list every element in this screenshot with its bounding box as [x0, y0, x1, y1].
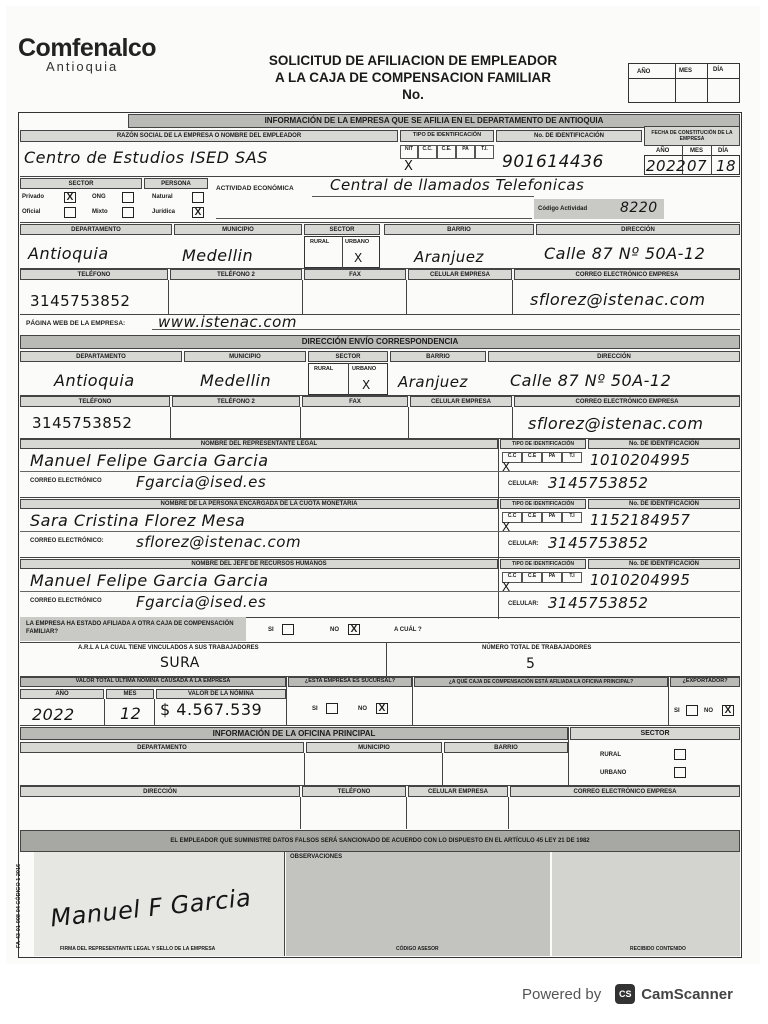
person-cel-value: 3145753852 [548, 474, 649, 492]
person-tipo-pa[interactable]: PA [542, 512, 562, 523]
person-cel-value: 3145753852 [548, 594, 649, 612]
emp-urbano-mark: X [354, 251, 363, 265]
emp-direccion-label: DIRECCIÓN [536, 224, 740, 235]
tipo-id-mark: X [404, 159, 414, 174]
tipo-id-ce[interactable]: C.E. [437, 145, 456, 159]
arl-label: A.R.L A LA CUAL TIENE VINCULADOS A SUS TRABAJADORES [78, 645, 259, 651]
corr-correo-label: CORREO ELECTRÓNICO EMPRESA [514, 396, 740, 407]
powered-by-text: Powered by [522, 985, 602, 1003]
person-tipo-id-label: TIPO DE IDENTIFICACIÓN [500, 559, 586, 569]
person-num-id-label: No. DE IDENTIFICACIÓN [588, 559, 740, 569]
corr-telefono-value: 3145753852 [32, 414, 133, 432]
emp-municipio-label: MUNICIPIO [174, 224, 302, 235]
nomina-anio-value: 2022 [32, 705, 75, 724]
person-email: sflorez@istenac.com [136, 533, 302, 551]
corr-municipio-value: Medellin [200, 371, 272, 390]
person-tipo-cc[interactable]: C.C [502, 572, 522, 583]
form-number-label: No. [402, 87, 424, 102]
emp-urbano-label: URBANO [345, 239, 370, 245]
recibido-label: RECIBIDO CONTENIDO [630, 946, 686, 952]
corr-celular-label: CELULAR EMPRESA [410, 396, 512, 407]
razon-social-label: RAZÓN SOCIAL DE LA EMPRESA O NOMBRE DEL EMPLEADOR [20, 130, 398, 142]
oficina-sector-label: SECTOR [570, 727, 740, 740]
tipo-id-label: TIPO DE IDENTIFICACIÓN [400, 130, 494, 142]
person-tipo-mark: X [502, 580, 511, 594]
nomina-mes-label: MES [106, 689, 154, 699]
person-tipo-mark: X [502, 460, 511, 474]
sector-label: SECTOR [20, 178, 142, 189]
person-tipo-ce[interactable]: C.E [522, 572, 542, 583]
oficina-municipio-label: MUNICIPIO [306, 742, 442, 753]
person-tipo-ce[interactable]: C.E [522, 512, 542, 523]
camscanner-footer [522, 984, 733, 1004]
sucursal-si-checkbox[interactable] [326, 703, 338, 714]
person-num-id-label: No. DE IDENTIFICACIÓN [588, 499, 740, 509]
emp-correo-label: CORREO ELECTRÓNICO EMPRESA [514, 269, 740, 280]
request-date-box [628, 63, 740, 103]
corr-fax-label: FAX [302, 396, 408, 407]
sucursal-si-label: SI [312, 706, 318, 712]
afiliada-no-label: NO [330, 627, 339, 633]
afiliada-no-checkbox[interactable]: X [348, 624, 360, 635]
oficina-barrio-label: BARRIO [444, 742, 568, 753]
person-id-value: 1152184957 [590, 511, 691, 529]
emp-correo-value: sflorez@istenac.com [530, 290, 706, 309]
fecha-day-label: DÍA [718, 148, 729, 154]
form-title [218, 52, 608, 103]
emp-rural-label: RURAL [310, 239, 330, 245]
person-tipo-cc[interactable]: C.C [502, 512, 522, 523]
corr-municipio-label: MUNICIPIO [184, 351, 306, 362]
person-tipo-ti[interactable]: T.I [562, 452, 582, 463]
recibido-area [552, 852, 740, 956]
corr-direccion-label: DIRECCIÓN [488, 351, 740, 362]
total-trabajadores-value: 5 [526, 656, 536, 672]
afiliada-si-label: SI [268, 627, 274, 633]
nomina-anio-label: AÑO [20, 689, 104, 699]
person-tipo-mark: X [502, 520, 511, 534]
fecha-month-label: MES [690, 148, 704, 154]
sucursal-no-label: NO [358, 706, 367, 712]
person-email: Fgarcia@ised.es [136, 593, 267, 611]
oficina-direccion-label: DIRECCIÓN [20, 786, 300, 797]
corr-rural-label: RURAL [314, 366, 334, 372]
observaciones-label: OBSERVACIONES [290, 854, 343, 860]
tipo-id-pa[interactable]: PA [456, 145, 475, 159]
persona-natural-checkbox[interactable] [192, 192, 204, 203]
person-tipo-pa[interactable]: PA [542, 452, 562, 463]
fecha-day-value: 18 [716, 157, 737, 175]
corr-departamento-value: Antioquia [54, 371, 135, 390]
signature: Manuel F Garcia [49, 883, 253, 933]
afiliada-question: LA EMPRESA HA ESTADO AFILIADA A OTRA CAJA DE COMPENSACIÓN FAMILIAR? [26, 621, 234, 635]
person-id-value: 1010204995 [590, 571, 691, 589]
emp-barrio-value: Aranjuez [414, 248, 484, 266]
persona-natural-label: Natural [152, 194, 173, 200]
sector-ong-label: ONG [92, 194, 106, 200]
person-email-label: CORREO ELECTRÓNICO [30, 598, 102, 604]
person-name: Sara Cristina Florez Mesa [30, 511, 246, 530]
tipo-id-ti[interactable]: T.I. [475, 145, 494, 159]
camscanner-brand: CamScanner [641, 985, 733, 1003]
tipo-id-nit[interactable]: NIT [400, 145, 418, 159]
emp-telefono-label: TELÉFONO [20, 269, 168, 280]
person-cel-label: CELULAR: [508, 601, 539, 607]
observaciones-area [286, 852, 550, 956]
emp-direccion-value: Calle 87 Nº 50A-12 [544, 244, 706, 263]
corr-barrio-label: BARRIO [390, 351, 486, 362]
person-email-label: CORREO ELECTRÓNICO [30, 478, 102, 484]
sector-mixto-label: Mixto [92, 209, 108, 215]
person-tipo-cc[interactable]: C.C [502, 452, 522, 463]
person-tipo-pa[interactable]: PA [542, 572, 562, 583]
afiliada-cual-label: A CUÁL ? [394, 627, 422, 633]
caja-principal-question: ¿A QUÉ CAJA DE COMPENSACIÓN ESTÁ AFILIADA LA OFICINA PRINCIPAL? [414, 677, 668, 687]
date-year-label: AÑO [637, 69, 651, 75]
sector-ong-checkbox[interactable] [122, 192, 134, 203]
emp-municipio-value: Medellin [182, 246, 254, 265]
person-tipo-ti[interactable]: T.I [562, 572, 582, 583]
nomina-valor-label: VALOR DE LA NÓMINA [156, 689, 286, 699]
emp-fax-label: FAX [304, 269, 406, 280]
tipo-id-options [400, 145, 494, 175]
person-tipo-id-label: TIPO DE IDENTIFICACIÓN [500, 499, 586, 509]
corr-urbano-label: URBANO [352, 366, 377, 372]
fecha-month-value: 07 [687, 157, 708, 175]
sector-privado-checkbox[interactable]: X [64, 192, 76, 203]
exportador-no-checkbox[interactable]: X [722, 705, 734, 716]
emp-sector-label: SECTOR [304, 224, 380, 235]
person-cel-label: CELULAR: [508, 481, 539, 487]
comfenalco-logo [18, 34, 178, 74]
actividad-value: Central de llamados Telefonicas [330, 176, 585, 194]
logo-brand: Comfenalco [18, 34, 157, 62]
codigo-actividad-label: Código Actividad [538, 206, 588, 212]
person-cel-label: CELULAR: [508, 541, 539, 547]
oficina-rural-checkbox[interactable] [674, 749, 686, 760]
warning-banner: EL EMPLEADOR QUE SUMINISTRE DATOS FALSOS SERÁ SANCIONADO DE ACUERDO CON LO DISPUESTO EN EL ARTÍCULO 45 LEY 21 DE 1982 [20, 830, 740, 852]
date-day-label: DÍA [713, 67, 724, 73]
actividad-label: ACTIVIDAD ECONÓMICA [216, 185, 294, 192]
sucursal-question: ¿ESTA EMPRESA ES SUCURSAL? [288, 677, 412, 687]
arl-value: SURA [160, 655, 200, 671]
exportador-si-checkbox[interactable] [686, 705, 698, 716]
emp-telefono2-label: TELÉFONO 2 [170, 269, 302, 280]
corr-departamento-label: DEPARTAMENTO [20, 351, 182, 362]
oficina-section-title: INFORMACIÓN DE LA OFICINA PRINCIPAL [20, 727, 568, 740]
fecha-year-value: 2022 [646, 157, 687, 175]
codigo-actividad-value: 8220 [620, 200, 658, 216]
logo-region: Antioquia [46, 59, 119, 74]
persona-label: PERSONA [144, 178, 208, 189]
nomina-mes-value: 12 [120, 704, 142, 723]
corr-telefono-label: TELÉFONO [20, 396, 170, 407]
person-tipo-ti[interactable]: T.I [562, 512, 582, 523]
web-label: PÁGINA WEB DE LA EMPRESA: [26, 320, 126, 327]
person-cel-value: 3145753852 [548, 534, 649, 552]
person-title: NOMBRE DE LA PERSONA ENCARGADA DE LA CUOTA MONETARIA [20, 499, 498, 509]
total-trabajadores-label: NÚMERO TOTAL DE TRABAJADORES [482, 645, 592, 651]
corr-correo-value: sflorez@istenac.com [528, 414, 704, 433]
emp-departamento-label: DEPARTAMENTO [20, 224, 172, 235]
correspondencia-section-title: DIRECCIÓN ENVÍO CORRESPONDENCIA [20, 335, 740, 349]
num-id-value: 901614436 [502, 152, 604, 172]
exportador-question: ¿EXPORTADOR? [670, 677, 740, 687]
person-title: NOMBRE DEL JEFE DE RECURSOS HUMANOS [20, 559, 498, 569]
emp-departamento-value: Antioquia [28, 244, 109, 263]
nomina-header: VALOR TOTAL ÚLTIMA NÓMINA CAUSADA A LA EMPRESA [20, 677, 286, 687]
person-tipo-id-label: TIPO DE IDENTIFICACIÓN [500, 439, 586, 449]
person-email-label: CORREO ELECTRÓNICO: [30, 538, 104, 544]
exportador-no-label: NO [704, 708, 713, 714]
persona-juridica-checkbox[interactable]: X [192, 207, 204, 218]
emp-telefono-value: 3145753852 [30, 292, 131, 310]
persona-juridica-label: Jurídica [152, 209, 176, 215]
title-line-1: SOLICITUD DE AFILIACION DE EMPLEADOR [268, 53, 558, 68]
oficina-rural-label: RURAL [600, 752, 621, 758]
person-name: Manuel Felipe Garcia Garcia [30, 571, 269, 590]
tipo-id-cc[interactable]: C.C. [418, 145, 437, 159]
corr-telefono2-label: TELÉFONO 2 [172, 396, 300, 407]
sector-mixto-checkbox[interactable] [122, 207, 134, 218]
person-num-id-label: No. DE IDENTIFICACIÓN [588, 439, 740, 449]
person-title: NOMBRE DEL REPRESENTANTE LEGAL [20, 439, 498, 449]
sector-oficial-label: Oficial [22, 209, 41, 215]
corr-sector-label: SECTOR [308, 351, 388, 362]
oficina-telefono-label: TELÉFONO [302, 786, 406, 797]
nomina-valor-value: $ 4.567.539 [160, 700, 263, 719]
camscanner-icon: CS [615, 984, 635, 1004]
num-id-label: No. DE IDENTIFICACIÓN [496, 130, 642, 142]
person-name: Manuel Felipe Garcia Garcia [30, 451, 269, 470]
sector-privado-label: Privado [22, 194, 45, 200]
sucursal-no-checkbox[interactable]: X [376, 703, 388, 714]
person-tipo-ce[interactable]: C.E [522, 452, 542, 463]
fecha-year-label: AÑO [656, 148, 670, 154]
date-month-label: MES [679, 68, 693, 74]
emp-celular-label: CELULAR EMPRESA [408, 269, 512, 280]
web-value: www.istenac.com [158, 313, 297, 331]
oficina-departamento-label: DEPARTAMENTO [20, 742, 304, 753]
oficina-urbano-checkbox[interactable] [674, 767, 686, 778]
person-email: Fgarcia@ised.es [136, 473, 267, 491]
corr-urbano-mark: X [362, 378, 371, 392]
emp-barrio-label: BARRIO [384, 224, 534, 235]
title-line-2: A LA CAJA DE COMPENSACION FAMILIAR [274, 70, 551, 85]
exportador-si-label: SI [674, 708, 680, 714]
corr-barrio-value: Aranjuez [398, 373, 468, 391]
oficina-correo-label: CORREO ELECTRÓNICO EMPRESA [510, 786, 740, 797]
corr-direccion-value: Calle 87 Nº 50A-12 [510, 371, 672, 390]
sector-oficial-checkbox[interactable] [64, 207, 76, 218]
fecha-constitucion-label: FECHA DE CONSTITUCIÓN DE LA EMPRESA [644, 126, 740, 146]
oficina-urbano-label: URBANO [600, 770, 627, 776]
codigo-asesor-label: CÓDIGO ASESOR [396, 946, 439, 952]
side-form-code: FA-43-01-008-04 CÓDIGO 1 2016 [16, 863, 22, 948]
person-id-value: 1010204995 [590, 451, 691, 469]
empresa-section-title: INFORMACIÓN DE LA EMPRESA QUE SE AFILIA EN EL DEPARTAMENTO DE ANTIOQUIA [128, 114, 740, 128]
razon-social-value: Centro de Estudios ISED SAS [24, 148, 268, 167]
oficina-celular-label: CELULAR EMPRESA [408, 786, 508, 797]
firma-label: FIRMA DEL REPRESENTANTE LEGAL Y SELLO DE LA EMPRESA [60, 946, 216, 952]
afiliada-si-checkbox[interactable] [282, 624, 294, 635]
